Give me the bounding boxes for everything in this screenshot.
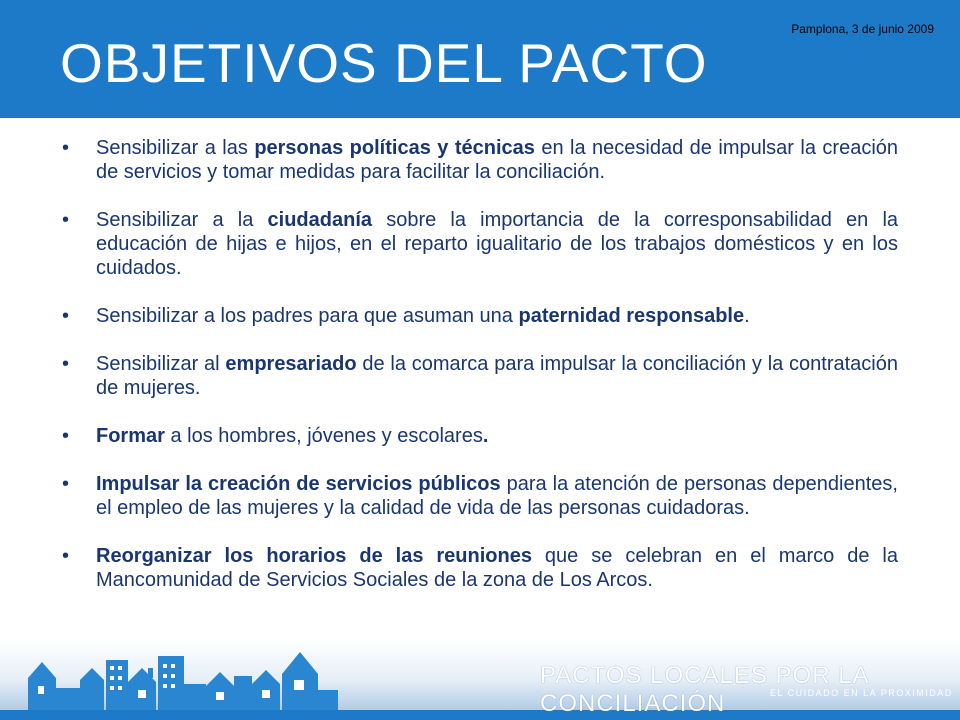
header-band (0, 0, 960, 118)
slide-title: OBJETIVOS DEL PACTO (60, 32, 708, 94)
date-label: Pamplona, 3 de junio 2009 (791, 22, 934, 36)
bullet-bold-text: empresariado (225, 353, 357, 375)
bullet-dot-icon: • (62, 545, 70, 567)
bullet-bold-text: paternidad responsable (518, 305, 745, 327)
bullet-item (62, 544, 898, 592)
footer-subtitle: EL CUIDADO EN LA PROXIMIDAD (770, 688, 953, 698)
bullet-item (62, 472, 898, 520)
bullet-text: sobre la importancia de la corresponsabilidad en la educación de hijas e hijos, en el reparto igualitario de los trabajos domésticos y en los cuidados. (96, 209, 899, 279)
bullet-list (62, 136, 898, 592)
bullet-text: Sensibilizar a los padres para que asuman una (96, 305, 519, 327)
bullet-dot-icon: • (62, 425, 70, 447)
bullet-bold-text: Impulsar la creación de servicios públicos (96, 473, 501, 495)
bullet-item (62, 352, 898, 400)
bullet-dot-icon: • (62, 209, 70, 231)
footer-title: PACTOS LOCALES POR LA CONCILIACIÓN (540, 662, 869, 717)
bullet-bold-text: ciudadanía (267, 209, 373, 231)
bullet-dot-icon: • (62, 353, 70, 375)
bullet-text: que se celebran en el marco de la Mancomunidad de Servicios Sociales de la zona de Los Arcos. (96, 545, 898, 591)
bullet-bold-text: Formar (96, 425, 165, 447)
bullet-item (62, 304, 898, 328)
bullet-dot-icon: • (62, 305, 70, 327)
bullet-text: Sensibilizar a las (96, 137, 255, 159)
bullet-text: . (744, 305, 750, 327)
bullet-bold-text: . (482, 425, 489, 447)
city-skyline-illustration (20, 650, 350, 712)
bullet-item (62, 208, 898, 280)
bullet-text: en la necesidad de impulsar la creación de servicios y tomar medidas para facilitar la conciliación. (96, 137, 899, 183)
bullet-bold-text: Reorganizar los horarios de las reuniones (96, 545, 532, 567)
bullet-text: Sensibilizar a la (96, 209, 268, 231)
slide-content (62, 136, 898, 616)
bullet-item (62, 424, 898, 448)
bullet-bold-text: personas políticas y técnicas (254, 137, 535, 159)
bullet-text: para la atención de personas dependientes, el empleo de las mujeres y la calidad de vida de las personas cuidadoras. (96, 473, 898, 519)
bullet-text: a los hombres, jóvenes y escolares (164, 425, 483, 447)
bullet-dot-icon: • (62, 137, 70, 159)
bullet-text: Sensibilizar al (96, 353, 226, 375)
bullet-text: de la comarca para impulsar la conciliación y la contratación de mujeres. (96, 353, 898, 399)
bullet-item (62, 136, 898, 184)
bullet-dot-icon: • (62, 473, 70, 495)
